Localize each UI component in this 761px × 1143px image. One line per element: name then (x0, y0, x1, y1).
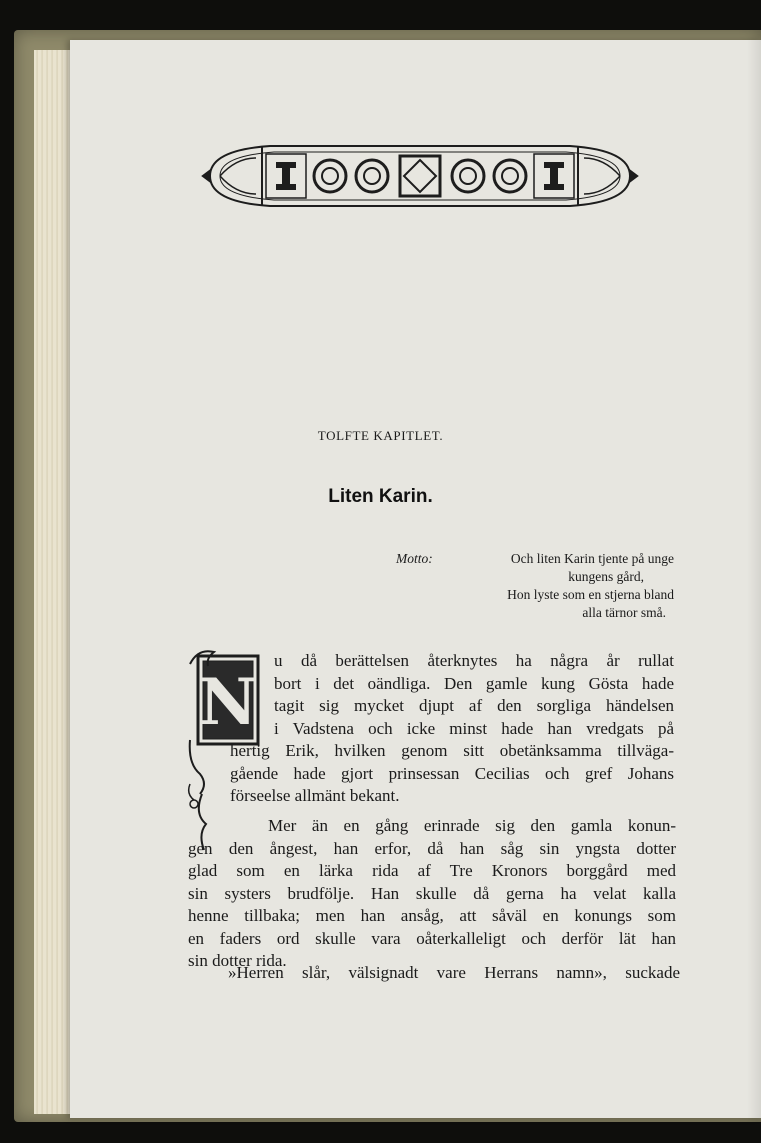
text-line: glad som en lärka rida af Tre Kronors borggård med (188, 861, 676, 880)
text-line: sin dotter rida. (188, 951, 287, 970)
text-line: bort i det oändliga. Den gamle kung Gösta hade (274, 673, 674, 693)
text-line: hertig Erik, hvilken genom sitt obetänksamma tillväga- (230, 741, 674, 760)
text-line: förseelse allmänt bekant. (230, 786, 400, 805)
paragraph-3 (228, 962, 680, 985)
paragraph-2 (188, 815, 676, 973)
chapter-heading: TOLFTE KAPITLET. (317, 428, 444, 443)
text-line: sin systers brudfölje. Han skulle då gerna ha velat kalla (188, 883, 676, 903)
text-line: gen den ångest, han erfor, då han såg sin yngsta dotter (188, 838, 676, 858)
drop-cap-letter: N (198, 665, 258, 740)
paragraph-1-part-1 (274, 650, 674, 740)
text-line: en faders ord skulle vara oåterkalleligt och derför lät han (188, 928, 676, 948)
text-line: gående hade gjort prinsessan Cecilias och gref Johans (230, 763, 674, 783)
paragraph-1-part-2 (230, 740, 674, 808)
chapter-title: Liten Karin. (328, 486, 433, 507)
motto-line-1 (396, 550, 674, 568)
motto-text-2: kungens gård, (568, 569, 644, 584)
text-line: u då berättelsen återknytes ha några år rullat (274, 651, 674, 670)
text-line: Mer än en gång erinrade sig den gamla konun- (268, 816, 676, 835)
motto-text-3: Hon lyste som en stjerna bland (507, 587, 674, 602)
ornamental-headpiece (200, 136, 640, 216)
motto (396, 550, 674, 622)
motto-label: Motto: (396, 551, 433, 566)
motto-text-1: Och liten Karin tjente på unge (510, 551, 674, 566)
text-line: henne tillbaka; men han ansåg, att såväl en konungs som (188, 906, 676, 925)
motto-text-4: alla tärnor små. (582, 605, 666, 620)
text-line: »Herren slår, välsignadt vare Herrans namn», suckade (228, 963, 680, 982)
text-line: tagit sig mycket djupt af den sorgliga händelsen (274, 696, 674, 715)
text-line: i Vadstena och icke minst hade han vredgats på (274, 718, 674, 738)
